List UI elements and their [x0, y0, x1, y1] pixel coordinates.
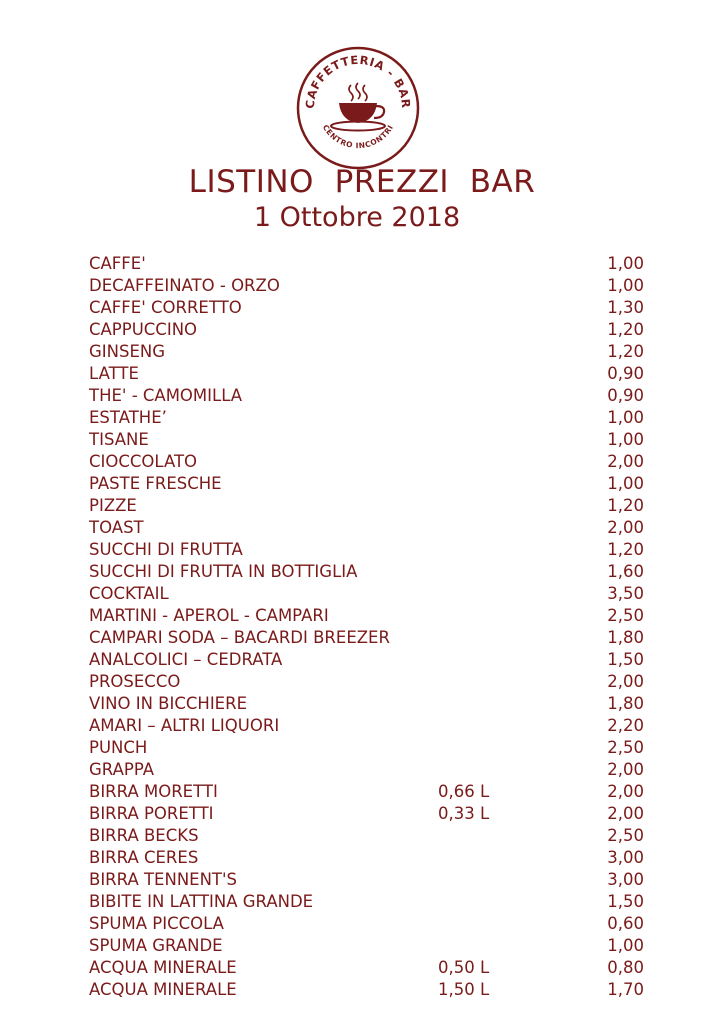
price-row: [0, 715, 724, 737]
item-name: LATTE: [89, 364, 139, 383]
item-price: 2,00: [607, 760, 644, 779]
price-row: [0, 803, 724, 825]
item-size: 0,66 L: [438, 782, 490, 801]
item-price: 2,00: [607, 782, 644, 801]
item-name: SUCCHI DI FRUTTA: [89, 540, 243, 559]
item-name: SUCCHI DI FRUTTA IN BOTTIGLIA: [89, 562, 358, 581]
item-price: 1,20: [607, 496, 644, 515]
item-price: 0,60: [607, 914, 644, 933]
item-name: DECAFFEINATO - ORZO: [89, 276, 280, 295]
item-price: 2,00: [607, 672, 644, 691]
price-row: [0, 583, 724, 605]
coffee-cup-icon: [295, 45, 421, 171]
price-row: [0, 319, 724, 341]
item-name: PIZZE: [89, 496, 137, 515]
item-price: 0,90: [607, 386, 644, 405]
item-name: GRAPPA: [89, 760, 155, 779]
price-row: [0, 605, 724, 627]
price-row: [0, 297, 724, 319]
price-row: [0, 759, 724, 781]
item-name: ESTATHE’: [89, 408, 167, 427]
item-price: 3,50: [607, 584, 644, 603]
price-row: [0, 781, 724, 803]
item-name: BIRRA CERES: [89, 848, 199, 867]
item-price: 2,00: [607, 452, 644, 471]
item-price: 1,00: [607, 430, 644, 449]
item-name: COCKTAIL: [89, 584, 169, 603]
item-price: 2,50: [607, 738, 644, 757]
item-price: 1,70: [607, 980, 644, 999]
item-name: ANALCOLICI – CEDRATA: [89, 650, 283, 669]
item-price: 2,50: [607, 606, 644, 625]
price-row: [0, 561, 724, 583]
item-name: BIRRA PORETTI: [89, 804, 214, 823]
price-row: [0, 737, 724, 759]
item-size: 0,50 L: [438, 958, 490, 977]
item-price: 1,20: [607, 540, 644, 559]
item-name: BIBITE IN LATTINA GRANDE: [89, 892, 314, 911]
item-price: 1,00: [607, 254, 644, 273]
price-row: [0, 495, 724, 517]
item-price: 0,90: [607, 364, 644, 383]
item-name: TOAST: [89, 518, 144, 537]
item-price: 2,20: [607, 716, 644, 735]
price-row: [0, 825, 724, 847]
price-row: [0, 341, 724, 363]
item-name: BIRRA MORETTI: [89, 782, 218, 801]
item-price: 1,60: [607, 562, 644, 581]
item-price: 1,00: [607, 408, 644, 427]
price-row: [0, 935, 724, 957]
item-name: THE' - CAMOMILLA: [89, 386, 243, 405]
price-row: [0, 517, 724, 539]
item-price: 1,30: [607, 298, 644, 317]
price-row: [0, 253, 724, 275]
item-price: 2,00: [607, 804, 644, 823]
item-price: 1,20: [607, 320, 644, 339]
item-price: 1,50: [607, 650, 644, 669]
item-price: 3,00: [607, 870, 644, 889]
price-row: [0, 363, 724, 385]
item-size: 0,33 L: [438, 804, 490, 823]
item-name: MARTINI - APEROL - CAMPARI: [89, 606, 329, 625]
item-price: 1,80: [607, 628, 644, 647]
price-row: [0, 693, 724, 715]
item-price: 0,80: [607, 958, 644, 977]
item-price: 2,00: [607, 518, 644, 537]
item-name: AMARI – ALTRI LIQUORI: [89, 716, 280, 735]
item-name: BIRRA BECKS: [89, 826, 199, 845]
item-price: 2,50: [607, 826, 644, 845]
item-name: GINSENG: [89, 342, 166, 361]
price-row: [0, 451, 724, 473]
logo-bottom-text: CENTRO INCONTRI: [320, 123, 396, 151]
item-name: CAPPUCCINO: [89, 320, 198, 339]
item-price: 1,20: [607, 342, 644, 361]
price-row: [0, 539, 724, 561]
item-size: 1,50 L: [438, 980, 490, 999]
price-row: [0, 671, 724, 693]
item-name: CAFFE': [89, 254, 146, 273]
price-row: [0, 407, 724, 429]
item-name: ACQUA MINERALE: [89, 958, 237, 977]
item-name: PASTE FRESCHE: [89, 474, 222, 493]
item-name: CAMPARI SODA – BACARDI BREEZER: [89, 628, 390, 647]
page-title: LISTINO PREZZI BAR: [188, 164, 536, 200]
cafe-logo: [295, 45, 421, 171]
item-price: 1,00: [607, 936, 644, 955]
price-row: [0, 957, 724, 979]
item-name: VINO IN BICCHIERE: [89, 694, 247, 713]
item-name: PUNCH: [89, 738, 148, 757]
item-price: 3,00: [607, 848, 644, 867]
item-name: ACQUA MINERALE: [89, 980, 237, 999]
price-row: [0, 891, 724, 913]
price-list-date: 1 Ottobre 2018: [253, 202, 461, 233]
item-name: CAFFE' CORRETTO: [89, 298, 242, 317]
price-row: [0, 869, 724, 891]
item-price: 1,80: [607, 694, 644, 713]
price-row: [0, 385, 724, 407]
item-name: TISANE: [89, 430, 149, 449]
price-row: [0, 627, 724, 649]
item-price: 1,50: [607, 892, 644, 911]
item-name: PROSECCO: [89, 672, 181, 691]
item-price: 1,00: [607, 276, 644, 295]
item-name: SPUMA PICCOLA: [89, 914, 224, 933]
price-row: [0, 649, 724, 671]
item-name: BIRRA TENNENT'S: [89, 870, 238, 889]
logo-top-text: CAFFETTERIA - BAR: [302, 52, 414, 110]
item-name: SPUMA GRANDE: [89, 936, 223, 955]
price-list: [0, 253, 724, 1001]
price-row: [0, 429, 724, 451]
price-row: [0, 979, 724, 1001]
price-row: [0, 847, 724, 869]
price-row: [0, 473, 724, 495]
price-row: [0, 275, 724, 297]
item-price: 1,00: [607, 474, 644, 493]
price-row: [0, 913, 724, 935]
item-name: CIOCCOLATO: [89, 452, 198, 471]
